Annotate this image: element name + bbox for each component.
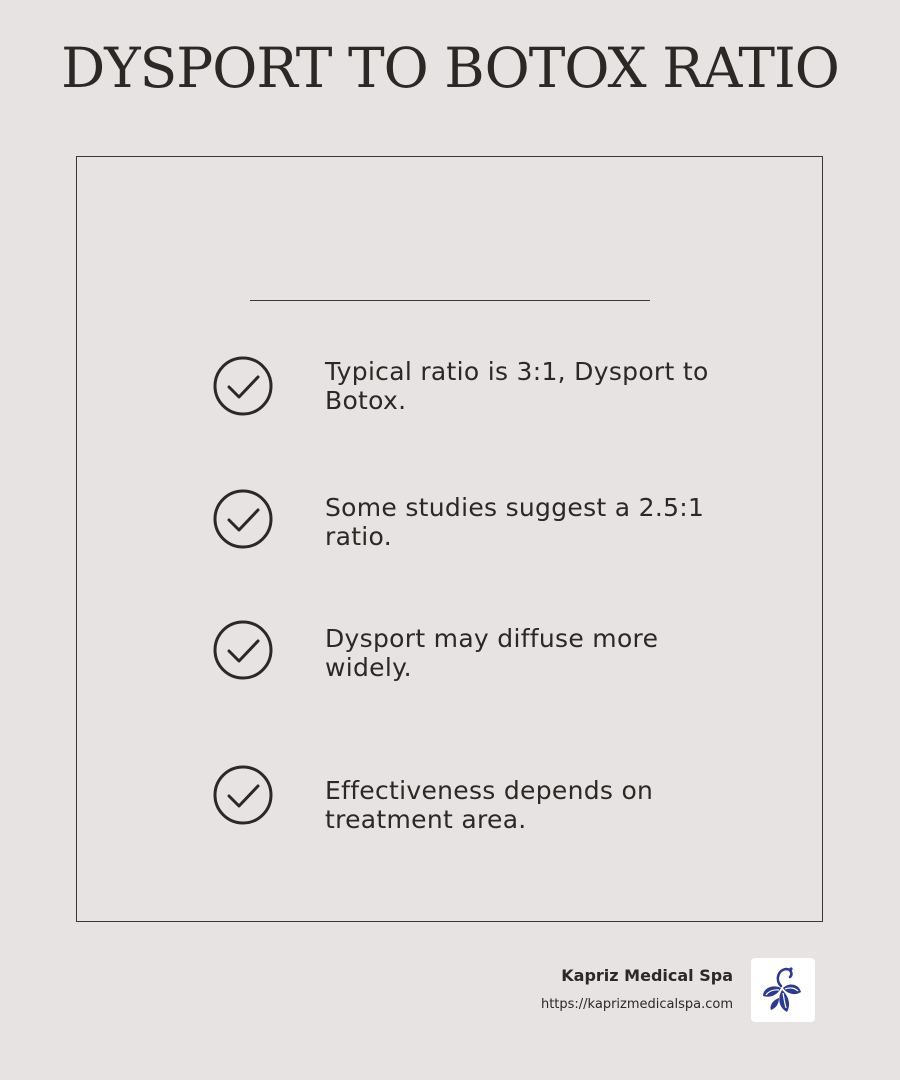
kapriz-flower-logo-icon: [751, 958, 815, 1022]
check-circle-icon: [213, 356, 273, 416]
list-item: Dysport may diffuse more widely.: [325, 624, 659, 682]
page-title: DYSPORT TO BOTOX RATIO: [61, 36, 839, 100]
check-circle-icon: [213, 620, 273, 680]
brand-url[interactable]: https://kaprizmedicalspa.com: [540, 997, 733, 1012]
check-circle-icon: [213, 765, 273, 825]
check-circle-icon: [213, 489, 273, 549]
list-item: Some studies suggest a 2.5:1 ratio.: [325, 493, 705, 551]
divider: [250, 300, 650, 301]
list-item: Typical ratio is 3:1, Dysport to Botox.: [325, 357, 709, 415]
list-item: Effectiveness depends on treatment area.: [325, 776, 654, 834]
brand-name: Kapriz Medical Spa: [561, 966, 733, 985]
